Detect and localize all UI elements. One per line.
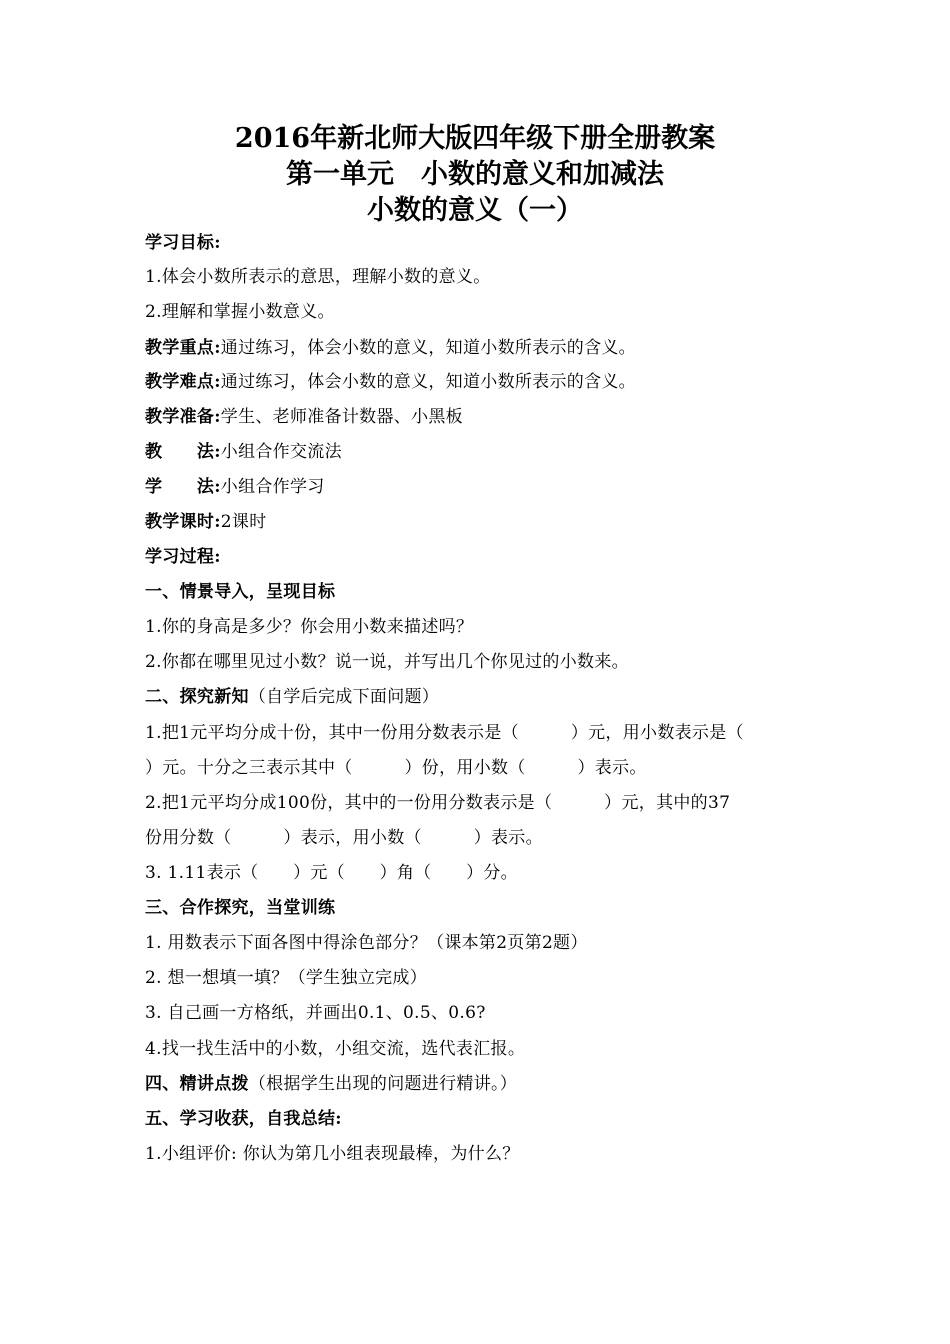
process-heading: 学习过程:: [145, 547, 221, 567]
part5-heading: 五、学习收获，自我总结:: [145, 1109, 342, 1129]
difficulty-label: 教学难点:: [145, 372, 221, 392]
part3-question-3: 3. 自己画一方格纸，并画出0.1、0.5、0.6?: [145, 1003, 486, 1023]
learn-method-row: [145, 476, 325, 498]
part2-question-3: 3. 1.11表示（ ）元（ ）角（ ）分。: [145, 863, 518, 883]
part1-question-2: 2.你都在哪里见过小数？说一说，并写出几个你见过的小数来。: [145, 652, 629, 672]
part3-question-4: 4.找一找生活中的小数，小组交流，选代表汇报。: [145, 1039, 526, 1059]
part2-question-2b: 份用分数（ ）表示，用小数（ ）表示。: [145, 828, 543, 848]
learn-method-label: 学 法:: [145, 477, 221, 497]
part2-note: （自学后完成下面问题）: [248, 687, 440, 707]
hours-text: 2课时: [220, 512, 267, 532]
part4-heading-row: [145, 1073, 517, 1095]
part2-heading-row: [145, 686, 439, 708]
prep-text: 学生、老师准备计数器、小黑板: [220, 407, 463, 427]
unit-title: 第一单元 小数的意义和加减法: [286, 159, 664, 190]
teach-method-text: 小组合作交流法: [220, 442, 342, 462]
teach-method-label: 教 法:: [145, 442, 221, 462]
objective-2: 2.理解和掌握小数意义。: [145, 302, 335, 322]
objective-1: 1.体会小数所表示的意思，理解小数的意义。: [145, 267, 491, 287]
prep-row: [145, 406, 463, 428]
part1-heading: 一、情景导入，呈现目标: [145, 582, 336, 602]
learn-method-text: 小组合作学习: [220, 477, 325, 497]
part5-question-1: 1.小组评价: 你认为第几小组表现最棒，为什么？: [145, 1144, 520, 1164]
objectives-heading: 学习目标:: [145, 233, 221, 253]
part2-question-2a: 2.把1元平均分成100份，其中的一份用分数表示是（ ）元，其中的37: [145, 793, 731, 813]
teach-method-row: [145, 441, 342, 463]
difficulty-row: [145, 371, 636, 393]
part3-question-2: 2. 想一想填一填？（学生独立完成）: [145, 968, 428, 988]
prep-label: 教学准备:: [145, 407, 221, 427]
difficulty-text: 通过练习，体会小数的意义，知道小数所表示的含义。: [220, 372, 636, 392]
part2-heading: 二、探究新知: [145, 687, 249, 707]
part4-note: （根据学生出现的问题进行精讲。）: [248, 1074, 518, 1094]
hours-label: 教学课时:: [145, 512, 221, 532]
part1-question-1: 1.你的身高是多少？你会用小数来描述吗？: [145, 617, 474, 637]
key-point-text: 通过练习，体会小数的意义，知道小数所表示的含义。: [220, 338, 636, 358]
lesson-title: 小数的意义（一）: [367, 195, 583, 226]
part3-question-1: 1. 用数表示下面各图中得涂色部分？（课本第2页第2题）: [145, 933, 588, 953]
part3-heading: 三、合作探究，当堂训练: [145, 898, 336, 918]
hours-row: [145, 511, 267, 533]
part2-question-1b: ）元。十分之三表示其中（ ）份，用小数（ ）表示。: [145, 758, 647, 778]
document-title: 2016年新北师大版四年级下册全册教案: [234, 123, 716, 154]
key-point-label: 教学重点:: [145, 338, 221, 358]
part2-question-1a: 1.把1元平均分成十份，其中一份用分数表示是（ ）元，用小数表示是（: [145, 723, 744, 743]
key-point-row: [145, 337, 636, 359]
part4-heading: 四、精讲点拨: [145, 1074, 249, 1094]
